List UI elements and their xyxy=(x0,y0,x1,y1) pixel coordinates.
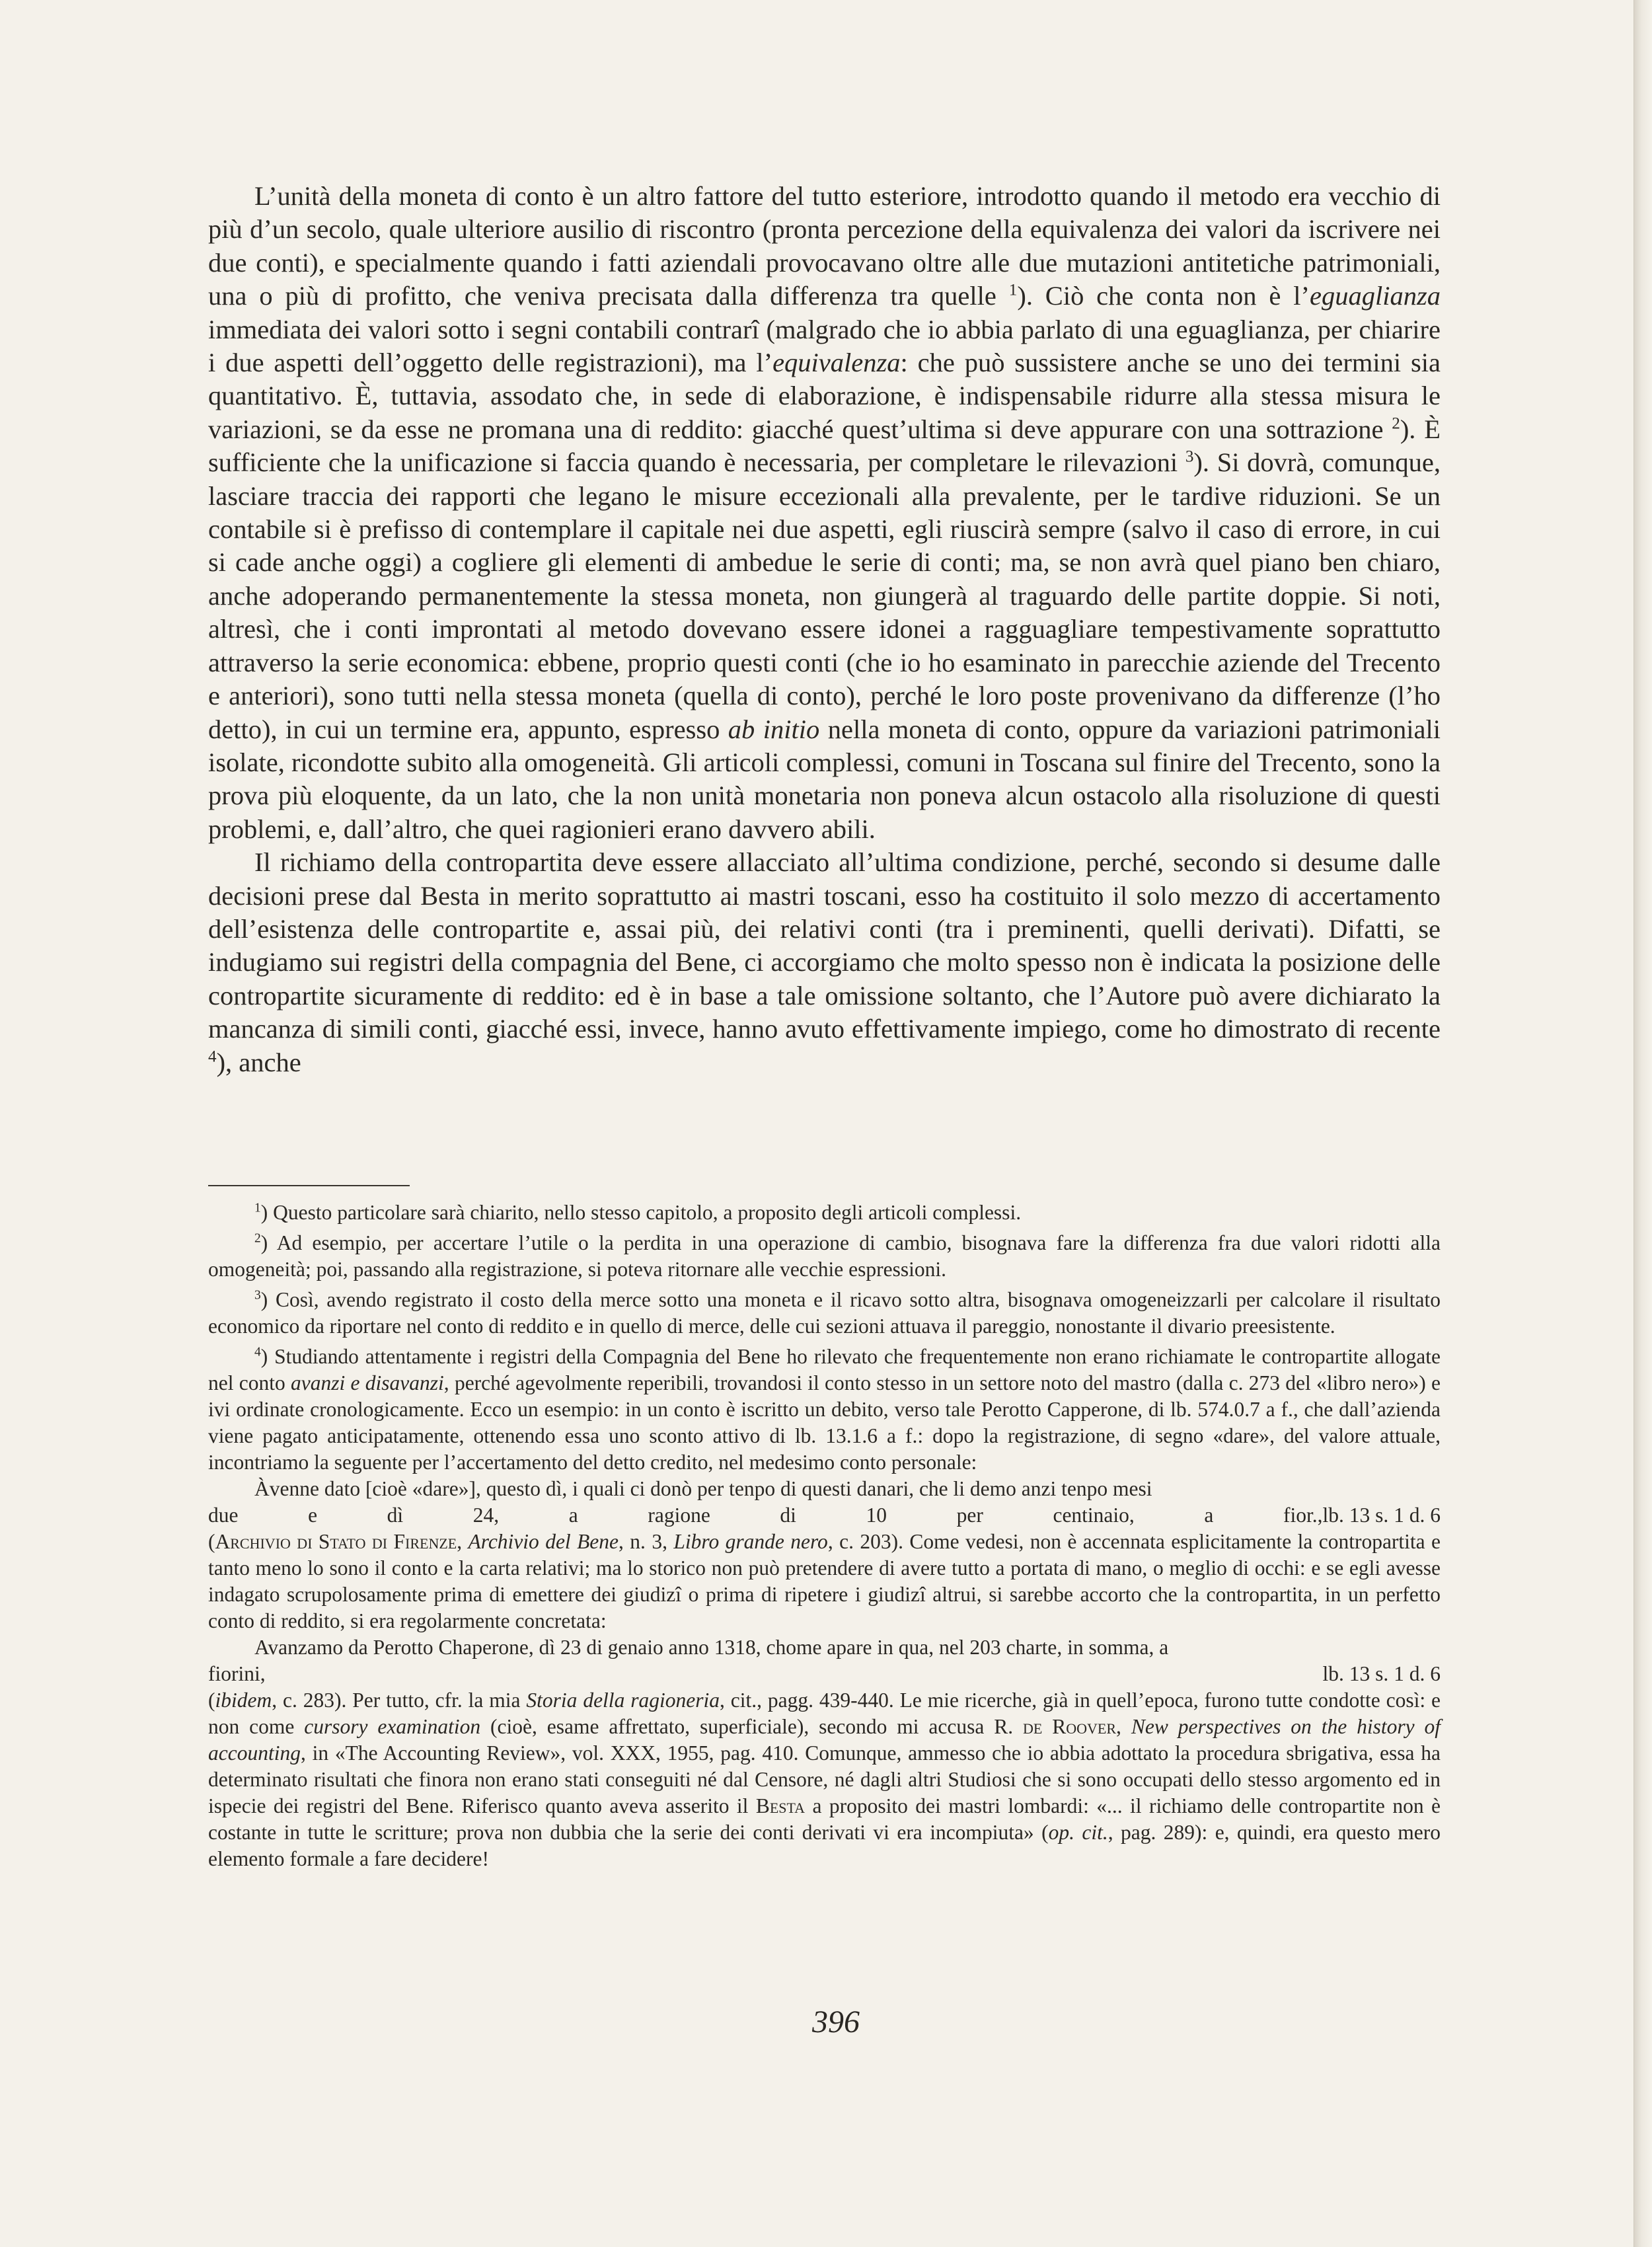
footnote-2: $^2$) Ad esempio, per accertare l’utile o la perdita in una operazione di cambio, bisognava fare la differenza fra due valori ridotti alla omogeneità; poi, passando alla registrazione, si poteva ritornare alle vecchie espressioni. xyxy=(208,1231,1441,1281)
footnote-ref-2: 2 xyxy=(1392,414,1400,433)
source-1: (Archivio di Stato di Firenze, Archivio del Bene, n. 3, Libro grande nero, c. 203). Come vedesi, non è accennata esplicitamente la contropartita e tanto meno lo sono il conto e la carta relativi; ma lo storico non può pretendere di avere tutto a portata di mano, o meglio di occhi: e se egli avesse indagato scrupolosamente prima di emettere dei giudizî o prima di ripetere i giudizî altrui, si sarebbe accorto che la contropartita, in un perfetto conto di reddito, si era regolarmente concretata: xyxy=(208,1530,1441,1632)
footnote-1: $^1$) Questo particolare sarà chiarito, nello stesso capitolo, a proposito degli articoli complessi. xyxy=(254,1201,1022,1224)
footnote-rule xyxy=(208,1185,410,1186)
footnote-3: $^3$) Così, avendo registrato il costo della merce sotto una moneta e il ricavo sotto altra, bisognava omogeneizzarli per calcolare il risultato economico da riportare nel conto di reddito e in quello di merce, delle cui sezioni attuava il pareggio, nonostante il divario preesistente. xyxy=(208,1288,1441,1338)
quote-1: Àvenne dato [cioè «dare»], questo dì, i quali ci donò per tenpo di questi danari, che li demo anzi tenpo mesi due e dì 24, a ragione di 10 per centinaio, a fior., lb. 13 s. 1 d. 6 xyxy=(208,1476,1441,1529)
footnote-4: $^4$) Studiando attentamente i registri della Compagnia del Bene ho rilevato che frequentemente non erano richiamate le contropartite allogate nel conto avanzi e disavanzi, perché agevolmente reperibili, trovandosi il conto stesso in un settore noto del mastro (dalla c. 273 del «libro nero») e ivi ordinate cronologicamente. Ecco un esempio: in un conto è iscritto un debito, verso tale Perotto Capperone, di lb. 574.0.7 a f., che dall’azienda viene pagato anticipatamente, ottenendo essa uno sconto attivo di lb. 13.1.6 a f.: dopo la registrazione, di segno «dare», del valore attuale, incontriamo la seguente per l’accertamento del detto credito, nel medesimo conto personale: xyxy=(208,1345,1441,1474)
amount-1: lb. 13 s. 1 d. 6 xyxy=(1322,1504,1441,1527)
quote-2: Avanzamo da Perotto Chaperone, dì 23 di genaio anno 1318, chome apare in qua, nel 203 charte, in somma, a fiorini, lb. 13 s. 1 d. 6 xyxy=(208,1634,1441,1687)
reference-paragraph: (ibidem, c. 283). Per tutto, cfr. la mia Storia della ragioneria, cit., pagg. 439-440. Le mie ricerche, già in quell’epoca, furono tutte condotte così: e non come cursory examination (cioè, esame affrettato, superficiale), secondo mi accusa R. de Roover, New perspectives on the history of accounting, in «The Accounting Review», vol. XXX, 1955, pag. 410. Comunque, ammesso che io abbia adottato la procedura sbrigativa, essa ha determinato risultati che finora non erano stati conseguiti né dal Censore, né dagli altri Studiosi che si sono occupati dello stesso argomento ed in ispecie dei registri del Bene. Riferisco quanto aveva asserito il Besta a proposito dei mastri lombardi: «... il richiamo delle contropartite non è costante in tutte le scritture; prova non dubbia che la serie dei conti derivati vi era incompiuta» (op. cit., pag. 289): e, quindi, era questo mero elemento formale a fare decidere! xyxy=(208,1689,1441,1870)
paragraph-2: Il richiamo della contropartita deve essere allacciato all’ultima condizione, perché, secondo si desume dalle decisioni prese dal Besta in merito soprattutto ai mastri toscani, esso ha costituito il solo mezzo di accertamento dell’esistenza delle contropartite e, assai più, dei relativi conti (tra i preminenti, quelli derivati). Difatti, se indugiamo sui registri della compagnia del Bene, ci accorgiamo che molto spesso non è indicata la posizione delle contropartite sicuramente di reddito: ed è in base a tale omissione soltanto, che l’Autore può avere dichiarato la mancanza di simili conti, giacché essi, invece, hanno avuto effettivamente impiego, come ho dimostrato di recente $^4$), anche xyxy=(208,847,1441,1077)
page-edge xyxy=(1633,0,1652,2247)
main-text xyxy=(208,180,1441,1079)
paragraph-1: L’unità della moneta di conto è un altro fattore del tutto esteriore, introdotto quando il metodo era vecchio di più d’un secolo, quale ulteriore ausilio di riscontro (pronta percezione della equivalenza dei valori da iscrivere nei due conti), e specialmente quando i fatti aziendali provocavano oltre alle due mutazioni antitetiche patrimoniali, una o più di profitto, che veniva precisata dalla differenza tra quelle $^1$). Ciò che conta non è l’eguaglianza immediata dei valori sotto i segni contabili contrarî (malgrado che io abbia parlato di una eguaglianza, per chiarire i due aspetti dell’oggetto delle registrazioni), ma l’equivalenza: che può sussistere anche se uno dei termini sia quantitativo. È, tuttavia, assodato che, in sede di elaborazione, è indispensabile ridurre alla stessa misura le variazioni, se da esse ne promana una di reddito: giacché quest’ultima si deve appurare con una sottrazione $^2$). È sufficiente che la unificazione si faccia quando è necessaria, per completare le rilevazioni $^3$). Si dovrà, comunque, lasciare traccia dei rapporti che legano le misure eccezionali alla prevalente, per le tardive riduzioni. Se un contabile si è prefisso di contemplare il capitale nei due aspetti, egli riuscirà sempre (salvo il caso di errore, in cui si cade anche oggi) a cogliere gli elementi di ambedue le serie di conti; ma, se non avrà quel piano ben chiaro, anche adoperando permanentemente la stessa moneta, non giungerà al traguardo delle partite doppie. Si noti, altresì, che i conti improntati al metodo dovevano essere idonei a ragguagliare tempestivamente soprattutto attraverso la serie economica: ebbene, proprio questi conti (che io ho esaminato in parecchie aziende del Trecento e anteriori), sono tutti nella stessa moneta (quella di conto), perché le loro poste provenivano da differenze (l’ho detto), in cui un termine era, appunto, espresso ab initio nella moneta di conto, oppure da variazioni patrimoniali isolate, ricondotte subito alla omogeneità. Gli articoli complessi, comuni in Toscana sul finire del Trecento, sono la prova più eloquente, da un lato, che la non unità monetaria non poneva alcun ostacolo alla risoluzione di questi problemi, e, dall’altro, che quei ragionieri erano davvero abili. xyxy=(208,181,1441,844)
footnote-ref-4: 4 xyxy=(208,1047,217,1066)
footnote-ref-1: 1 xyxy=(1008,281,1018,299)
footnote-ref-3: 3 xyxy=(1185,447,1194,466)
amount-2: lb. 13 s. 1 d. 6 xyxy=(1322,1662,1441,1685)
page-number: 396 xyxy=(812,2004,860,2039)
footnotes xyxy=(208,1200,1441,1872)
